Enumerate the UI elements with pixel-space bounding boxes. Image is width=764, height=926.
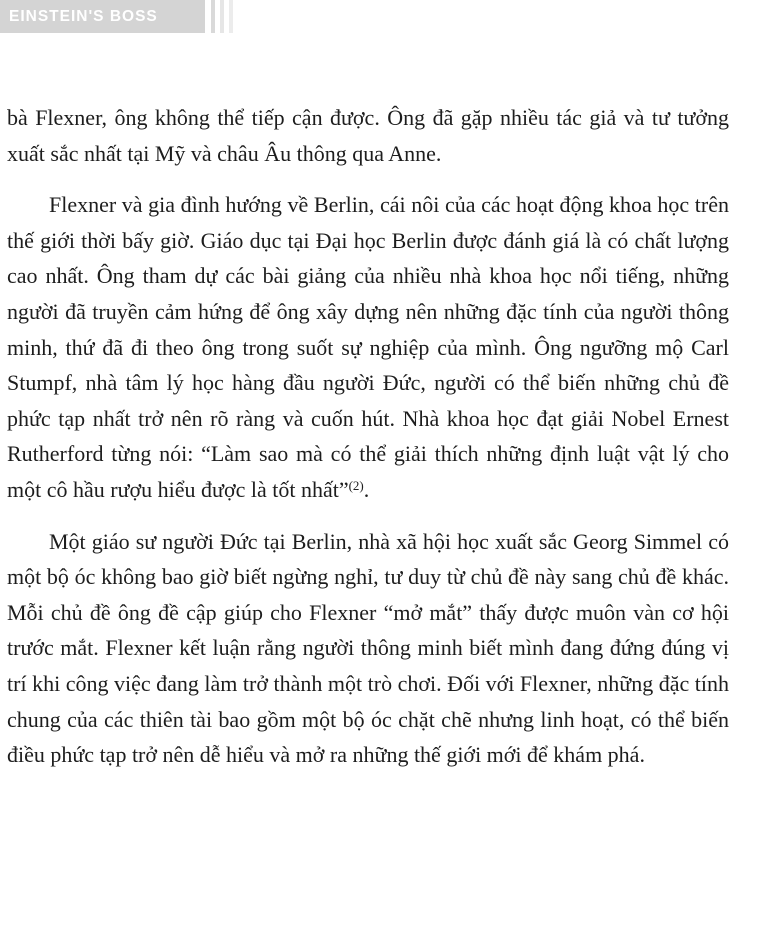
- header-tab: [0, 0, 205, 33]
- paragraph: [7, 100, 729, 171]
- paragraph: [7, 187, 729, 507]
- paragraph-tail: .: [363, 476, 370, 502]
- page-body: [7, 100, 729, 773]
- paragraph-text: Một giáo sư người Đức tại Berlin, nhà xã hội học xuất sắc Georg Simmel có một bộ óc không bao giờ biết ngừng nghỉ, tư duy từ chủ đề này sang chủ đề khác. Mỗi chủ đề ông đề cập giúp cho Flexner “mở mắt” thấy được muôn vàn cơ hội trước mắt. Flexner kết luận rằng người thông minh biết mình đang đứng đúng vị trí khi công việc đang làm trở thành một trò chơi. Đối với Flexner, những đặc tính chung của các thiên tài bao gồm một bộ óc chặt chẽ nhưng linh hoạt, có thể biến điều phức tạp trở nên dễ hiểu và mở ra những thế giới mới để khám phá.: [7, 528, 729, 768]
- paragraph: [7, 524, 729, 773]
- paragraph-text: bà Flexner, ông không thể tiếp cận được. Ông đã gặp nhiều tác giả và tư tưởng xuất sắc nhất tại Mỹ và châu Âu thông qua Anne.: [7, 105, 729, 166]
- paragraph-text: Flexner và gia đình hướng về Berlin, cái nôi của các hoạt động khoa học trên thế giới thời bấy giờ. Giáo dục tại Đại học Berlin được đánh giá là có chất lượng cao nhất. Ông tham dự các bài giảng của nhiều nhà khoa học nổi tiếng, những người đã truyền cảm hứng để ông xây dựng nên những đặc tính của người thông minh, thứ đã đi theo ông trong suốt sự nghiệp của mình. Ông ngưỡng mộ Carl Stumpf, nhà tâm lý học hàng đầu người Đức, người có thể biến những chủ đề phức tạp nhất trở nên rõ ràng và cuốn hút. Nhà khoa học đạt giải Nobel Ernest Rutherford từng nói: “Làm sao mà có thể giải thích những định luật vật lý cho một cô hầu rượu hiểu được là tốt nhất”: [7, 192, 729, 502]
- footnote-reference[interactable]: (2): [348, 477, 364, 493]
- header-decorative-bar: [229, 0, 233, 33]
- running-header-title: EINSTEIN'S BOSS: [9, 7, 158, 25]
- running-header: [0, 0, 233, 33]
